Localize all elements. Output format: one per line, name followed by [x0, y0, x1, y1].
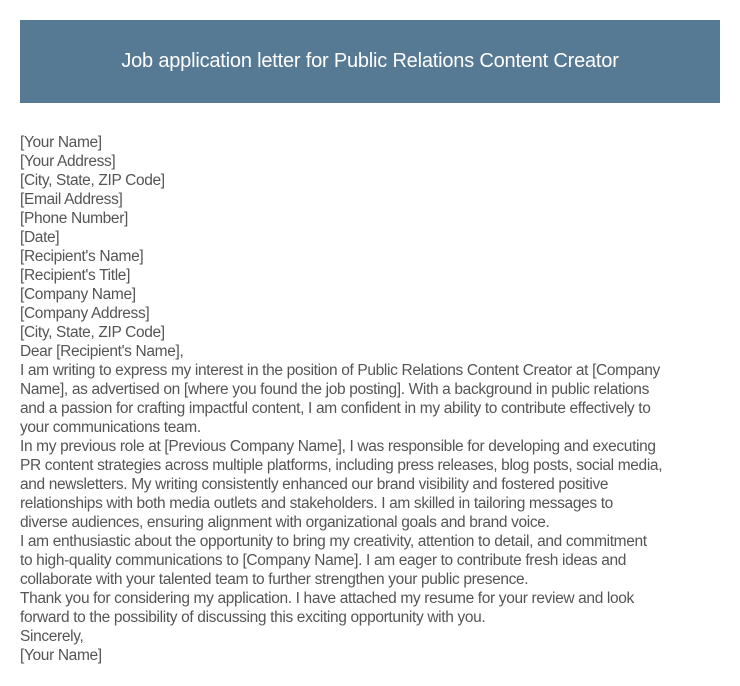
closing: Sincerely,	[20, 628, 84, 645]
letter-date: [Date]	[20, 229, 60, 246]
recipient-city-state-zip: [City, State, ZIP Code]	[20, 324, 165, 341]
paragraph-intro	[20, 361, 730, 437]
sender-address: [Your Address]	[20, 153, 116, 170]
paragraph-line: your communications team.	[20, 419, 201, 436]
sender-phone: [Phone Number]	[20, 210, 128, 227]
paragraph-line: I am enthusiastic about the opportunity to bring my creativity, attention to detail, and commitment	[20, 533, 647, 550]
paragraph-thanks	[20, 589, 730, 627]
title-banner	[20, 20, 720, 103]
sender-name: [Your Name]	[20, 134, 102, 151]
paragraph-experience	[20, 437, 730, 532]
salutation: Dear [Recipient's Name],	[20, 343, 184, 360]
paragraph-line: Thank you for considering my application. I have attached my resume for your review and look	[20, 590, 634, 607]
sender-email: [Email Address]	[20, 191, 123, 208]
letter-body	[20, 133, 730, 665]
paragraph-line: relationships with both media outlets and stakeholders. I am skilled in tailoring messages to	[20, 495, 613, 512]
signature: [Your Name]	[20, 647, 102, 664]
paragraph-line: collaborate with your talented team to further strengthen your public presence.	[20, 571, 529, 588]
paragraph-line: In my previous role at [Previous Company Name], I was responsible for developing and executing	[20, 438, 656, 455]
paragraph-enthusiasm	[20, 532, 730, 589]
recipient-company: [Company Name]	[20, 286, 136, 303]
recipient-company-address: [Company Address]	[20, 305, 150, 322]
paragraph-line: to high-quality communications to [Company Name]. I am eager to contribute fresh ideas and	[20, 552, 627, 569]
paragraph-line: I am writing to express my interest in the position of Public Relations Content Creator at [Company	[20, 362, 660, 379]
sender-city-state-zip: [City, State, ZIP Code]	[20, 172, 165, 189]
paragraph-line: PR content strategies across multiple platforms, including press releases, blog posts, social media,	[20, 457, 663, 474]
page-title: Job application letter for Public Relations Content Creator	[121, 50, 619, 72]
paragraph-line: and a passion for crafting impactful content, I am confident in my ability to contribute effectively to	[20, 400, 651, 417]
paragraph-line: diverse audiences, ensuring alignment with organizational goals and brand voice.	[20, 514, 550, 531]
paragraph-line: forward to the possibility of discussing this exciting opportunity with you.	[20, 609, 486, 626]
recipient-name: [Recipient's Name]	[20, 248, 144, 265]
paragraph-line: Name], as advertised on [where you found the job posting]. With a background in public relations	[20, 381, 649, 398]
paragraph-line: and newsletters. My writing consistently enhanced our brand visibility and fostered positive	[20, 476, 609, 493]
recipient-title: [Recipient's Title]	[20, 267, 131, 284]
